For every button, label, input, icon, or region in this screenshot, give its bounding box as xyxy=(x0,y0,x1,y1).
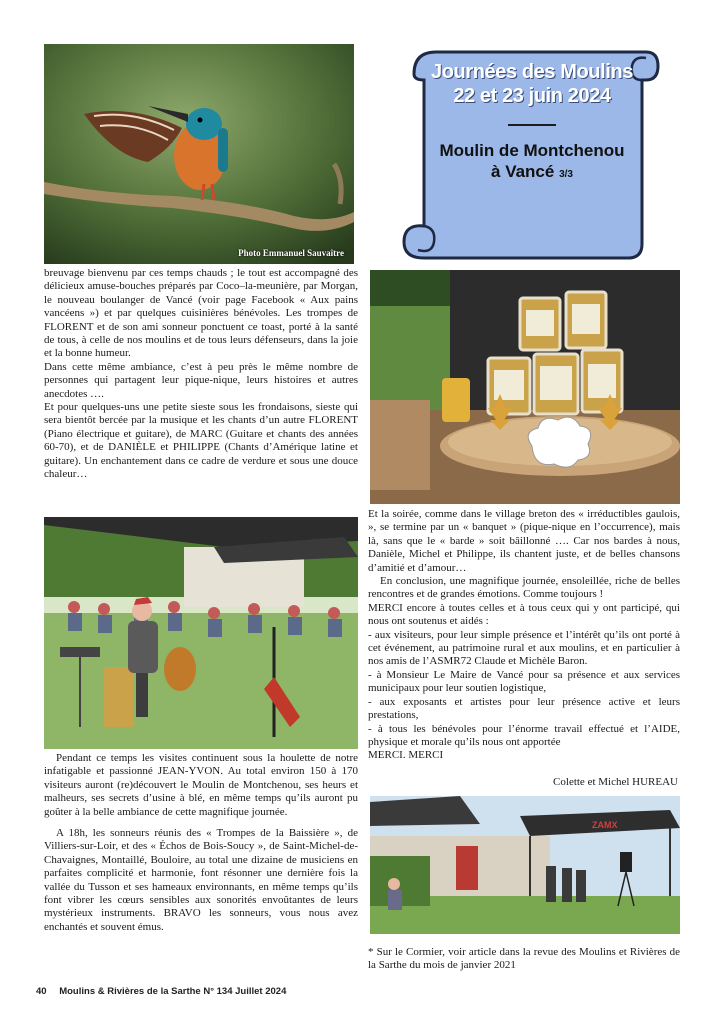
banner-title-line-1: Journées des Moulins xyxy=(430,61,634,83)
banner-divider xyxy=(508,124,556,126)
signature: Colette et Michel HUREAU xyxy=(553,776,678,788)
page-number: 40 xyxy=(36,986,47,997)
left-column-bottom-text xyxy=(44,752,358,934)
paragraph: Pendant ce temps les visites continuent sous la houlette de notre infatigable et passionné JEAN-YVON. Au total environ 150 à 170 visiteurs auront (re)découvert le Moulin de Montchenou, ses heurs et malheurs, ses secrets d’usine à blé, en même temps qu’ils auront pu goûter à la belle ambiance de cette magnifique journée. xyxy=(44,752,358,818)
tent-brand-text: ZAMX xyxy=(592,820,618,830)
page-footer xyxy=(36,986,286,997)
banner-subtitle-line-1: Moulin de Montchenou xyxy=(439,141,625,160)
paragraph: - aux visiteurs, pour leur simple présence et l’intérêt qu’ils ont porté à cet événement, au patrimoine rural et aux moulins, et en particulier à nos amis de l’ASMR72 Claude et Michèle Baron. xyxy=(368,628,680,668)
paragraph: - aux exposants et artistes pour leur présence active et leurs prestations, xyxy=(368,695,680,722)
banner-subtitle-line-2: à Vancé xyxy=(491,162,555,181)
footnote: * Sur le Cormier, voir article dans la revue des Moulins et Rivières de la Sarthe du mois de janvier 2021 xyxy=(368,946,680,972)
paragraph: breuvage bienvenu par ces temps chauds ; le tout est accompagné des délicieux amuse-bouches préparés par Coco–la-meunière, par Morgan, le nouveau boulanger de Vancé (voir page Facebook « Aux pains vancéens ») et par quelques cuisinières bénévoles. Les trompes de FLORENT et de son ami sonneur ponctuent ce toast, porté à la santé de tous, à celle de nos moulins et de tous leurs défenseurs, dans la joie et la bonne humeur. xyxy=(44,267,358,360)
kingfisher-illustration xyxy=(44,44,354,264)
paragraph: A 18h, les sonneurs réunis des « Trompes de la Baissière », de Villiers-sur-Loir, et des « Échos de Bois-Soucy », de Saint-Michel-de-Chavaignes, Montaillé, Bouloire, au total une dizaine de musiciens en parfaites complicité et harmonie, font résonner une dernière fois la vallée du Tusson et ses hameaux environnants, en même temps qu’ils font vibrer les cœurs sensibles aux sonorités envoûtantes de leurs mystérieux instruments. BRAVO les sonneurs, vous nous avez enchantés et souvent émus. xyxy=(44,827,358,933)
photo-credit: Photo Emmanuel Sauvaître xyxy=(238,248,344,258)
paragraph: Et pour quelques-uns une petite sieste sous les frondaisons, sieste qui sera bientôt bercée par la musique et les chants d’un autre FLORENT (Piano électrique et guitare), de MARC (Guitare et chants des années 60-70), et de DANIÈLE et PHILIPPE (Chants d’Amérique latine et guitare). Un enchantement dans ce cadre de verdure et sous une douce chaleur… xyxy=(44,401,358,481)
musicians-photo xyxy=(44,517,358,749)
paragraph: Dans cette même ambiance, c’est à peu près le même nombre de personnes qui partagent leur pique-nique, leurs histoires et autres anecdotes …. xyxy=(44,360,358,400)
honey-stand-photo xyxy=(370,270,680,504)
paragraph: MERCI encore à toutes celles et à tous ceux qui y ont participé, qui nous ont soutenus et aidés : xyxy=(368,601,680,628)
kingfisher-photo xyxy=(44,44,354,264)
left-column-top-text xyxy=(44,267,358,482)
publication-title: Moulins & Rivières de la Sarthe N° 134 Juillet 2024 xyxy=(59,986,287,997)
honey-jars-illustration xyxy=(370,270,680,504)
banner-part-indicator: 3/3 xyxy=(559,169,573,180)
paragraph: En conclusion, une magnifique journée, ensoleillée, riche de belles rencontres et de grandes émotions. Comme toujours ! xyxy=(368,575,680,601)
paragraph: - à Monsieur Le Maire de Vancé pour sa présence et aux services municipaux pour leur soutien logistique, xyxy=(368,668,680,695)
musicians-illustration xyxy=(44,517,358,749)
paragraph: Et la soirée, comme dans le village breton des « irréductibles gaulois, », se termine par un « banquet » (pique-nique en l’occurrence), mais là, sans que le « barde » soit bâillonné …. Car nos bardes à nous, Danièle, Michel et Philippe, ils chantent juste, et de belles chansons d’amitié et d’amour… xyxy=(368,508,680,574)
evening-tent-photo xyxy=(370,796,680,934)
banner-title-line-2: 22 et 23 juin 2024 xyxy=(453,85,611,107)
banner-text xyxy=(420,60,644,185)
right-column-text xyxy=(368,508,680,763)
paragraph: - à tous les bénévoles pour l’énorme travail effectué et l’AIDE, physique et morale qu’ils nous ont apportée xyxy=(368,722,680,748)
paragraph: MERCI. MERCI xyxy=(368,749,444,762)
evening-tent-illustration xyxy=(370,796,680,934)
